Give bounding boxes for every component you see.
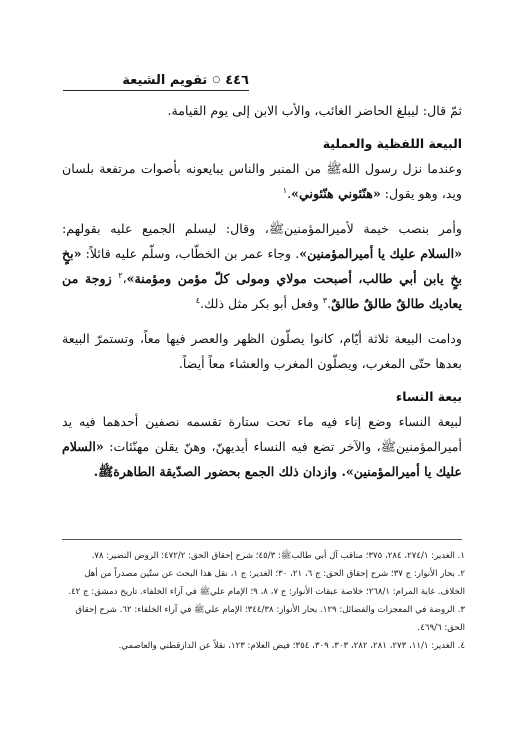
paragraph-3-comma: ، <box>122 271 127 286</box>
footnote-2: ٢. بحار الأنوار: ج ٣٧؛ شرح إحقاق الحق: ج ٦، ٢١، ٣٠؛ الغدير: ج ١، نقل هذا البحث عن ستّين مصدراً من أهل الخلاف. غاية المرام: ٢٦٨/١؛ خلاصة عبقات الأنوار: ج ٧، ٨، ٩؛ الإمام عليﷺ في آراء الخلفاء. تاريخ دمشق: ج ٤٢. <box>68 569 465 597</box>
section-heading-verbal-and-practical-pledge: البيعة اللفظية والعملية <box>322 136 462 151</box>
paragraph-5 <box>62 409 462 484</box>
quote-women-salutation: «السلام عليك يا أميرالمؤمنين» <box>62 439 462 479</box>
paragraph-5-text-a: لبيعة النساء وضع إناء فيه ماء تحت ستارة تقسمه نصفين أحدهما فيه يد أميرالمؤمنينﷺ، والآخر تضع فيه النساء أيديهنّ، وهنّ يقلن مهنّئات: <box>62 414 462 454</box>
paragraph-2-end: . <box>287 186 292 201</box>
quote-umar: «بخٍ بخٍ يابن أبي طالب، أصبحت مولاي ومولى كلّ مؤمن ومؤمنة» <box>62 246 462 286</box>
paragraph-3-text-f: وفعل أبو بكر مثل ذلك. <box>199 296 323 311</box>
footnote-3: ٣. الروضة في المعجزات والفضائل: ١٢٩. بحار الأنوار: ٣٤٤/٣٨؛ الإمام عليﷺ في آراء الخلفاء: ٦٢. شرح إحقاق الحق: ٤٦٩/٦. <box>75 605 465 633</box>
paragraph-4: ودامت البيعة ثلاثة أيّام، كانوا يصلّون الظهر والعصر فيها معاً، وتستمرّ البيعة بعدها حتّى المغرب، ويصلّون المغرب والعشاء معاً أيضاً. <box>62 331 462 371</box>
paragraph-2-text: وعندما نزل رسول اللهﷺ من المنبر والناس يبايعونه بأصوات مرتفعة بلسان ويد، وهو يقول: <box>62 161 462 201</box>
footnote-4: ٤. الغدير: ١١/١، ٢٧٣، ٢٨١، ٢٨٢، ٣٠٣، ٣٠٩، ٣٥٤؛ فيض العلام: ١٢٣، نقلاً عن الدارقطني والعاصمي. <box>118 641 465 651</box>
paragraph-1: ثمّ قال: ليبلغ الحاضر الغائب، والأب الابن إلى يوم القيامة. <box>167 103 462 118</box>
paragraph-3-period: . <box>327 296 332 311</box>
paragraph-3-text-a: وأمر بنصب خيمة لأميرالمؤمنينﷺ، وقال: ليسلم الجميع عليه بقولهم: <box>62 221 462 236</box>
header-rule <box>63 90 249 91</box>
paragraph-gap <box>62 316 462 326</box>
footnote-1: ١. الغدير: ٢٧٤/١، ٢٨٤، ٣٧٥؛ مناقب آل أبي طالبﷺ: ٤٥/٣؛ شرح إحقاق الحق: ٤٧٢/٢؛ الروض النضير: ٧٨. <box>91 551 465 561</box>
paragraph-5-text-b: . وازدان ذلك الجمع بحضور الصدّيقة الطاهرةﷺ. <box>93 464 346 479</box>
paragraph-2 <box>62 156 462 206</box>
footnote-ref-4[interactable]: ٤ <box>195 295 200 305</box>
quote-congratulate-me: «هنّئوني هنّئوني» <box>291 186 381 201</box>
separator-circle-icon: ○ <box>212 75 221 85</box>
main-text <box>62 98 462 484</box>
book-title: تقويم الشيعة <box>122 72 208 88</box>
running-head <box>63 69 249 91</box>
footnote-rule <box>62 539 462 540</box>
quote-salutation: «السلام عليك يا أميرالمؤمنين» <box>299 246 462 261</box>
paragraph-3 <box>62 216 462 316</box>
footnote-ref-1[interactable]: ١ <box>282 185 288 195</box>
paragraph-3-text-d: زوجة من يعاديك <box>62 271 462 311</box>
footnote-ref-3[interactable]: ٣ <box>322 295 328 305</box>
paragraph-3-text-b: . وجاء عمر بن الخطّاب، وسلّم عليه قائلاً: <box>81 246 300 261</box>
paragraph-gap <box>62 206 462 216</box>
section-heading-pledge-of-women: بيعة النساء <box>395 389 462 404</box>
page-number: ٤٤٦ <box>225 72 249 88</box>
quote-divorced: طالقٌ طالقٌ طالقٌ <box>331 296 425 311</box>
footnote-ref-2[interactable]: ٢ <box>118 270 123 280</box>
footnotes <box>60 547 465 655</box>
